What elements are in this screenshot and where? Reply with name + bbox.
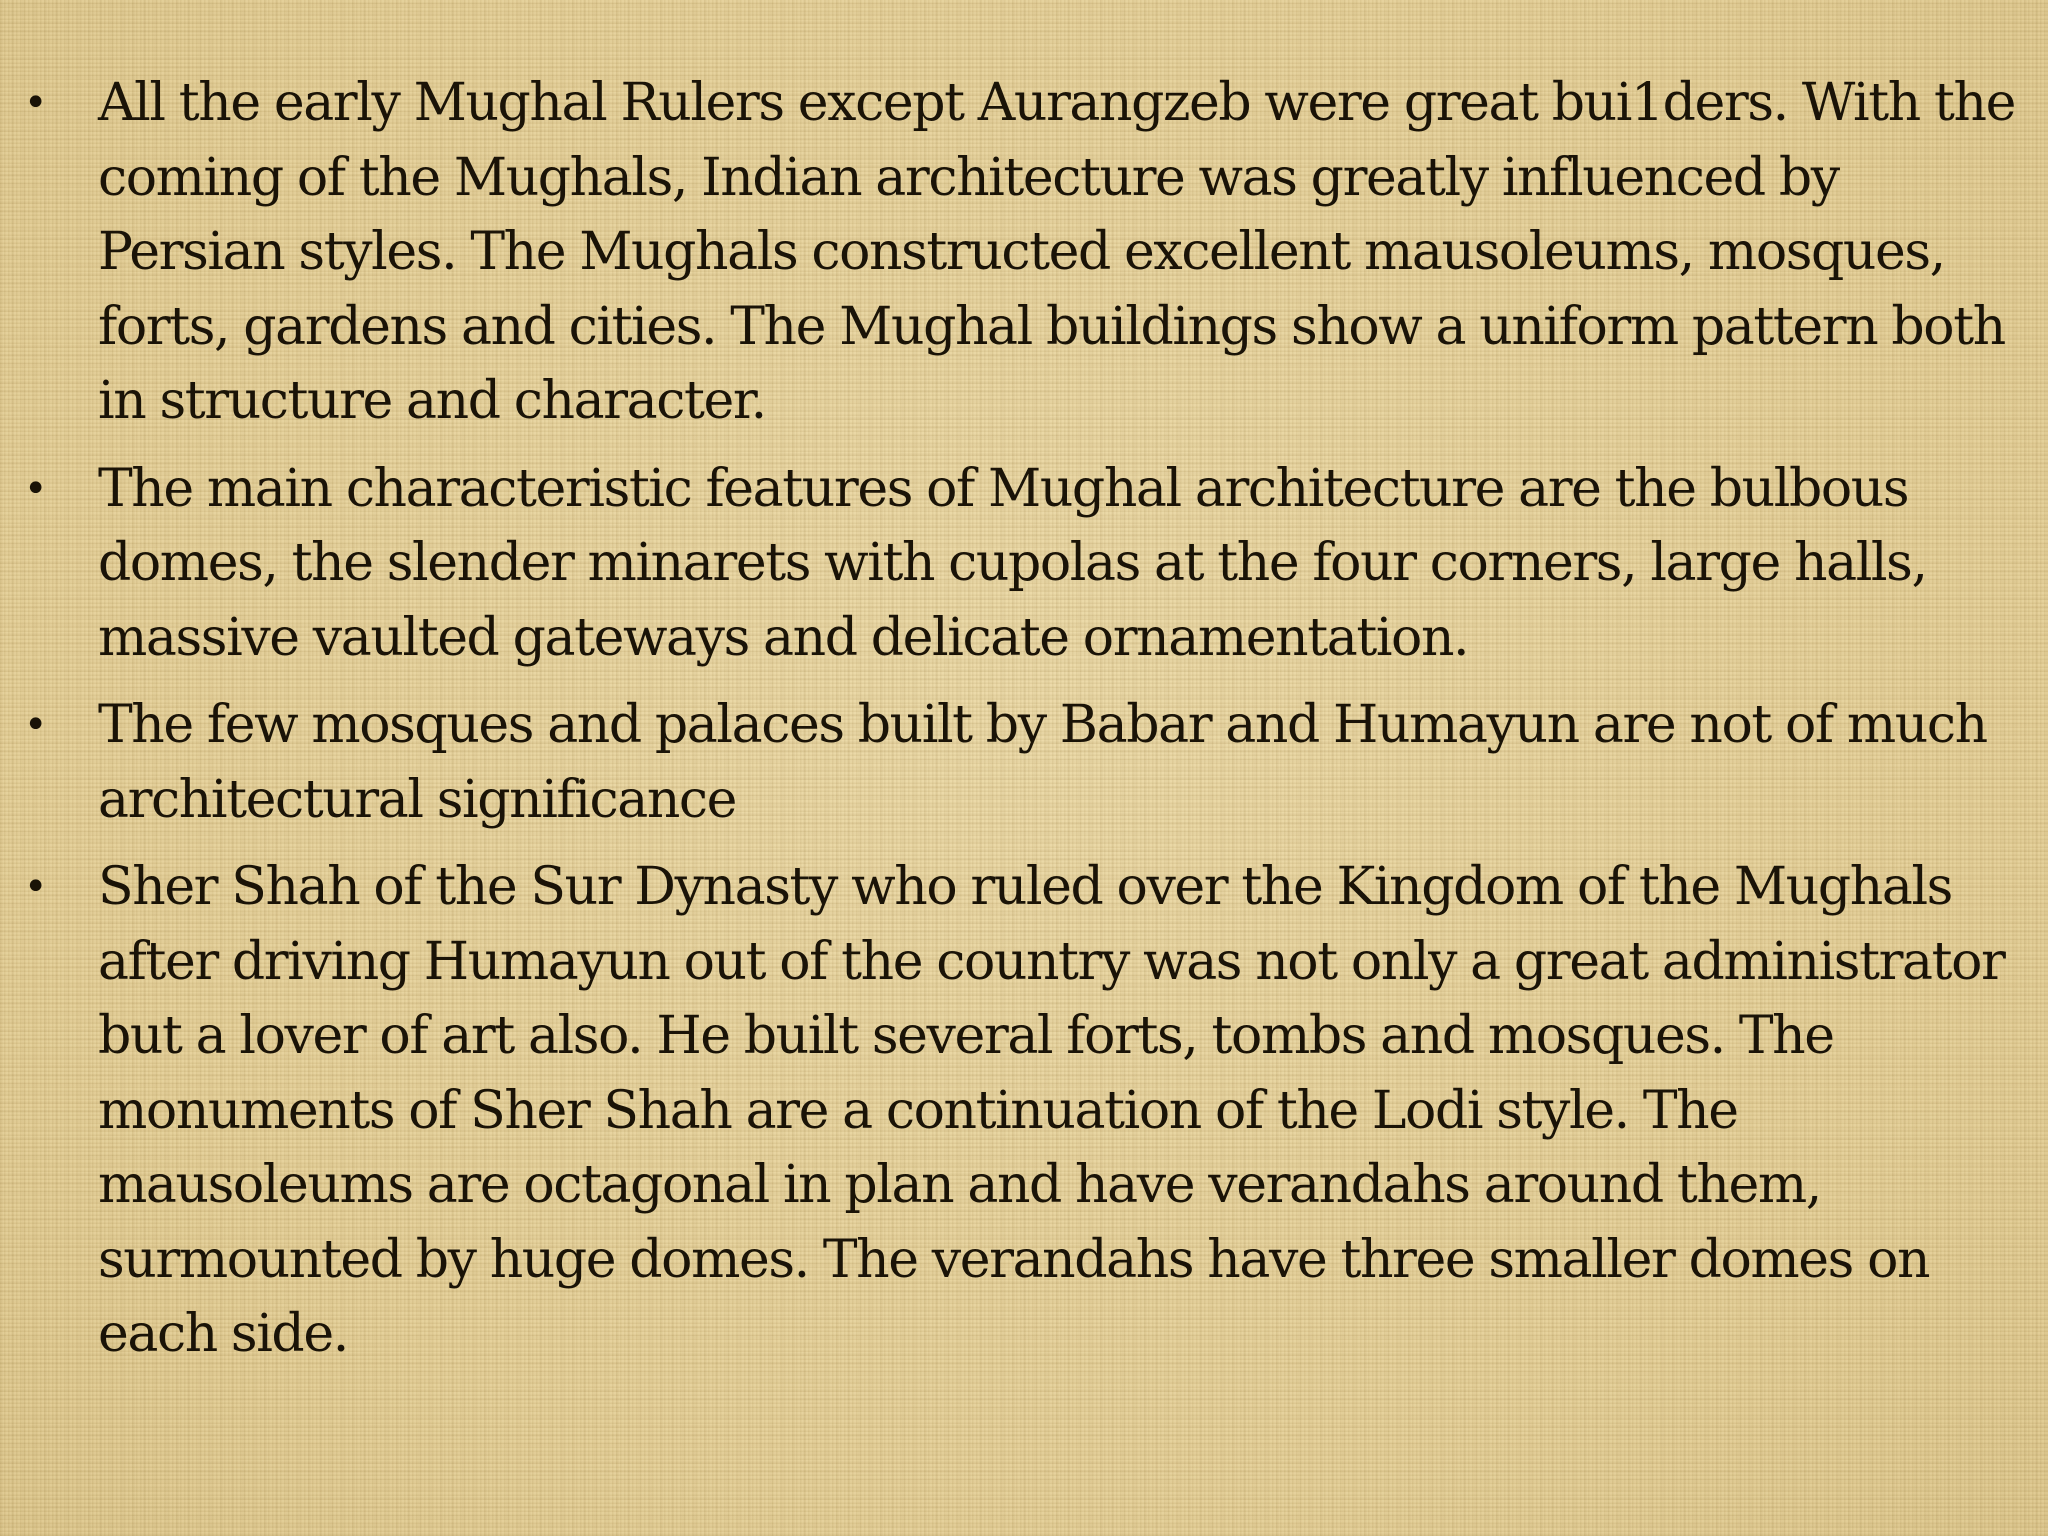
bullet-marker: • — [23, 465, 47, 512]
bullet-text: All the early Mughal Rulers except Aurangzeb were great bui1ders. With the coming of the Mughals, Indian architecture was greatly influenced by Persian styles. The Mughals constructed excellent mausoleums, mosques, forts, gardens and cities. The Mughal buildings show a uniform pattern both in structure and character. — [98, 73, 2015, 431]
bullet-marker: • — [23, 702, 47, 748]
bullet-marker: • — [23, 80, 47, 126]
bullet-text: Sher Shah of the Sur Dynasty who ruled over the Kingdom of the Mughals after driving Humayun out of the country was not only a great administrator but a lover of art also. He built several forts, tombs and mosques. The monuments of Sher Shah are a continuation of the Lodi style. The mausoleums are octagonal in plan and have verandahs around them, surmounted by huge domes. The verandahs have three smaller domes on each side. — [98, 857, 2005, 1364]
bullet-item-1 — [23, 66, 2028, 439]
bullet-marker: • — [23, 864, 47, 910]
bullet-item-3 — [23, 688, 2028, 837]
bullet-item-2 — [23, 452, 2028, 676]
bullet-text: The few mosques and palaces built by Babar and Humayun are not of much architectural significance — [98, 695, 1987, 830]
bullet-text: The main characteristic features of Mughal architecture are the bulbous domes, the slender minarets with cupolas at the four corners, large halls, massive vaulted gateways and delicate ornamentation. — [98, 458, 1927, 668]
bullet-list — [23, 66, 2028, 1385]
bullet-item-4 — [23, 850, 2028, 1372]
